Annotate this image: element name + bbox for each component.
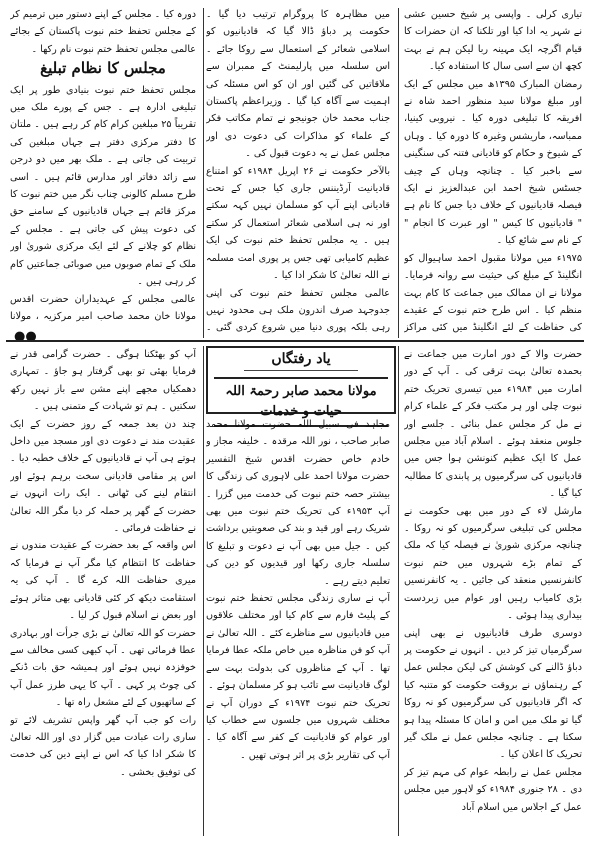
paragraph: اس واقعہ کے بعد حضرت کے عقیدت مندوں نے حفاظت کا انتظام کیا مگر آپ نے فرمایا کہ میری حفاظت اللہ کرے گا ۔ آپ کی یہ استقامت دیکھ کر کئی قادیانی بھی متاثر ہوئے اور بعض نے اسلام قبول کر لیا ۔ [10,540,196,622]
bottom-column-left [10,346,196,836]
feature-header [206,346,396,419]
paragraph: چند دن بعد جمعہ کے روز حضرت کے ایک عقیدت مند نے دعوت دی اور مسجد میں داخل ہوتے ہی آپ نے قادیانیوں کے خلاف خطبہ دیا ۔ اس پر مقامی قادیانی سخت برہم ہوئے اور انتقام لینے کی ٹھانی ۔ ایک رات انہوں نے حضرت کے گھر پر حملہ کر دیا مگر اللہ تعالیٰ نے حفاظت فرمائی ۔ [10,418,196,535]
paragraph: تیاری کرلی ۔ واپسی پر شیخ حسین عشی نے شہر یہ ادا کیا اور تلکنا کہ ان حضرات کا قیام اگرچہ ایک مہینہ ربا لیکن ہم نے بہت کچھ ان سے اسی سال کا استفادہ کیا۔ [404,9,582,73]
paragraph: عالمی مجلس تحفظ ختم نبوت کی اپنی جدوجہد صرف اندرون ملک ہی محدود نہیں رہی بلکہ پوری دنیا میں شروع کردی گئی ۔ [206,287,390,334]
top-column-right [404,6,582,334]
paragraph: دورہ کیا ۔ مجلس کے اپنے دستور میں ترمیم کر کے مجلس تحفظ ختم نبوت پاکستان کے بجائے عالمی مجلس تحفظ ختم نبوت نام رکھا ۔ [10,9,196,55]
feature-kicker: یاد رفتگاں [244,348,358,371]
end-mark-icon: ●● [14,329,37,344]
paragraph: رات کو جب آپ گھر واپس تشریف لائے تو ساری رات عبادت میں گزار دی اور اللہ تعالیٰ کا شکر ادا کیا کہ اس نے اپنے دین کی خدمت کی توفیق بخشی ۔ [10,714,196,778]
paragraph: مارشل لاء کے دور میں بھی حکومت نے مجلس کی تبلیغی سرگرمیوں کو نہ روکا ۔ چنانچہ مرکزی شوریٰ نے فیصلہ کیا کہ ملک کے تمام بڑے شہروں میں ختم نبوت کانفرنسیں منعقد کی جائیں ۔ یہ کانفرنسیں بڑی کامیاب رہیں اور عوام میں زبردست بیداری پیدا ہوئی ۔ [404,505,582,622]
paragraph: حضرت والا کے دور امارت میں جماعت نے بحمدہ تعالیٰ بہت ترقی کی ۔ آپ کے دور امارت میں ۱۹۸۴ء میں تیسری تحریک ختم نبوت چلی اور ہر مکتب فکر کے علماء کرام نے مل کر مجلس عمل بنائی ۔ جلسے اور جلوس منعقد ہوئے ۔ اسلام آباد میں مجلس عمل کا ایک عظیم کنونشن ہوا جس میں قادیانیوں کی سرگرمیوں پر پابندی کا مطالبہ کیا گیا ۔ [404,349,582,500]
column-divider [398,346,399,836]
paragraph: مجاہد فی سبیل اللہ حضرت مولانا محمد صابر صاحب ، نور اللہ مرقدہ ۔ خلیفہ مجاز و خادم خاص حضرت اقدس شیخ التفسیر حضرت مولانا احمد علی لاہوری کی زندگی کا بیشتر حصہ ختم نبوت کی خدمت میں گزرا ۔ آپ ۱۹۵۳ء کی تحریک ختم نبوت میں بھی شریک رہے اور قید و بند کی صعوبتیں برداشت کیں ۔ جیل میں بھی آپ نے دعوت و تبلیغ کا سلسلہ جاری رکھا اور قیدیوں کو دین کی تعلیم دیتے رہے ۔ [206,419,390,587]
paragraph: آپ نے ساری زندگی مجلس تحفظ ختم نبوت کے پلیٹ فارم سے کام کیا اور مختلف علاقوں میں قادیانیوں سے مناظرے کئے ۔ اللہ تعالیٰ نے آپ کو فن مناظرہ میں خاص ملکہ عطا فرمایا تھا ۔ آپ کے مناظروں کی بدولت بہت سے لوگ قادیانیت سے تائب ہو کر مسلمان ہوئے ۔ [206,593,390,692]
top-column-middle [206,6,390,334]
paragraph: حضرت کو اللہ تعالیٰ نے بڑی جرأت اور بہادری عطا فرمائی تھی ۔ آپ کبھی کسی مخالف سے خوفزدہ نہیں ہوئے اور ہمیشہ حق بات ڈنکے کی چوٹ پر کہی ۔ آپ کا یہی طرز عمل آپ کے ساتھیوں کے لئے مشعل راہ تھا ۔ [10,627,196,709]
paragraph: رمضان المبارک ۱۳۹۵ھ میں مجلس کے ایک اور مبلغ مولانا سید منظور احمد شاہ نے افریقہ کا تبلیغی دورہ کیا ۔ نیروبی کینیا، ممباسہ، ماریشس وغیرہ کا دورہ کیا ۔ وہاں کے شیوخ و حکام کو قادیانی فتنہ کی سنگینی سے باخبر کیا ۔ چنانچہ وہاں کے چیف جسٹس شیخ احمد ابن عبدالعزیز نے ایک فیصلہ قادیانیوں کے خلاف دیا جس کا نام ہے " قادیانیوں کا کیس " اور عبرت کا انجام " کے نام سے شائع کیا ۔ [404,78,582,247]
paragraph: بالآخر حکومت نے ۲۶ اپریل ۱۹۸۴ء کو امتناع قادیانیت آرڈیننس جاری کیا جس کے تحت قادیانی اپنے آپ کو مسلمان نہیں کہہ سکتے اور نہ ہی اسلامی شعائر استعمال کر سکتے ہیں ۔ یہ مجلس تحفظ ختم نبوت کی ایک عظیم کامیابی تھی جس پر پوری امت مسلمہ نے اللہ تعالیٰ کا شکر ادا کیا ۔ [206,165,390,282]
paragraph: آپ کو بھٹکنا ہوگی ۔ حضرت گرامی قدر نے فرمایا بھئی تو بھی گرفتار ہو جاؤ ۔ تمہاری دھمکیاں مجھے اپنے مشن سے باز نہیں رکھ سکتیں ۔ ہم تو شہادت کے متمنی ہیں ۔ [10,349,196,413]
section-heading: مجلس کا نظام تبلیغ [40,59,166,78]
column-divider [398,8,399,338]
paragraph: ۱۹۷۵ء میں مولانا مقبول احمد ساہیوال کو انگلینڈ کے مبلغ کی حیثیت سے روانہ فرمایا۔ مولانا نے ان ممالک میں جماعت کا کام بہت منظم کیا ۔ اس طرح ختم نبوت کے عقیدے کی حفاظت کے لئے انگلینڈ میں کئی مراکز [404,252,582,334]
bottom-column-right [404,346,582,836]
paragraph: دوسری طرف قادیانیوں نے بھی اپنی سرگرمیاں تیز کر دیں ۔ انہوں نے حکومت پر دباؤ ڈالنے کی کوشش کی لیکن مجلس عمل کے رہنماؤں نے بروقت حکومت کو متنبہ کیا کہ اگر قادیانیوں کی سرگرمیوں کو نہ روکا گیا تو ملک میں امن و امان کا مسئلہ پیدا ہو سکتا ہے ۔ چنانچہ مجلس عمل نے ملک گیر تحریک کا اعلان کیا ۔ [404,627,582,761]
paragraph: مجلس تحفظ ختم نبوت بنیادی طور پر ایک تبلیغی ادارہ ہے ۔ جس کے پورے ملک میں تقریباً ۲۵ مبلغین کرام کام کر رہے ہیں ۔ ملتان کا دفتر مرکزی دفتر ہے جہاں مبلغین کی تربیت کی جاتی ہے ۔ ملک بھر میں دو درجن سے زائد دفاتر اور مدارس قائم ہیں ۔ اسی طرح مسلم کالونی چناب نگر میں ختم نبوت کا مرکز قائم ہے جہاں قادیانیوں کے سامنے حق کی دعوت پیش کی جاتی ہے ۔ مجلس کے نظام کو چلانے کے لئے ایک مرکزی شوریٰ اور ملک کے تمام صوبوں میں صوبائی جماعتیں کام کر رہی ہیں ۔ [10,84,196,288]
paragraph: عالمی مجلس کے عہدیداران حضرت اقدس مولانا خان محمد صاحب امیر مرکزیہ ، مولانا [10,293,196,322]
paragraph: مجلس عمل نے رابطہ عوام کی مہم تیز کر دی ۔ ۲۸ جنوری ۱۹۸۴ء کو لاہور میں مجلس عمل کے اجلاس میں اسلام آباد [404,766,582,813]
bottom-column-middle [206,416,390,836]
column-divider [203,346,204,836]
feature-title: مولانا محمد صابر رحمۃ اللہ حیات و خدمات [214,377,388,427]
column-divider [203,8,204,338]
top-column-left [10,6,196,324]
paragraph: میں مظاہرہ کا پروگرام ترتیب دیا گیا ۔ حکومت پر دباؤ ڈالا گیا کہ قادیانیوں کو اسلامی شعائر کے استعمال سے روکا جائے ۔ اس سلسلہ میں پارلیمنٹ کے ممبران سے ملاقاتیں کی گئیں اور ان کو اس مسئلہ کی اہمیت سے آگاہ کیا گیا ۔ وزیراعظم پاکستان جناب محمد خان جونیجو نے تمام مکاتب فکر کے علماء کو مذاکرات کی دعوت دی اور مجلس عمل نے یہ دعوت قبول کی ۔ [206,9,390,160]
section-divider [6,340,584,342]
paragraph: تحریک ختم نبوت ۱۹۷۴ء کے دوران آپ نے مختلف شہروں میں جلسوں سے خطاب کیا اور عوام کو قادیانیت کے کفر سے آگاہ کیا ۔ آپ کی تقاریر بڑی پر اثر ہوتی تھیں ۔ [206,697,390,761]
